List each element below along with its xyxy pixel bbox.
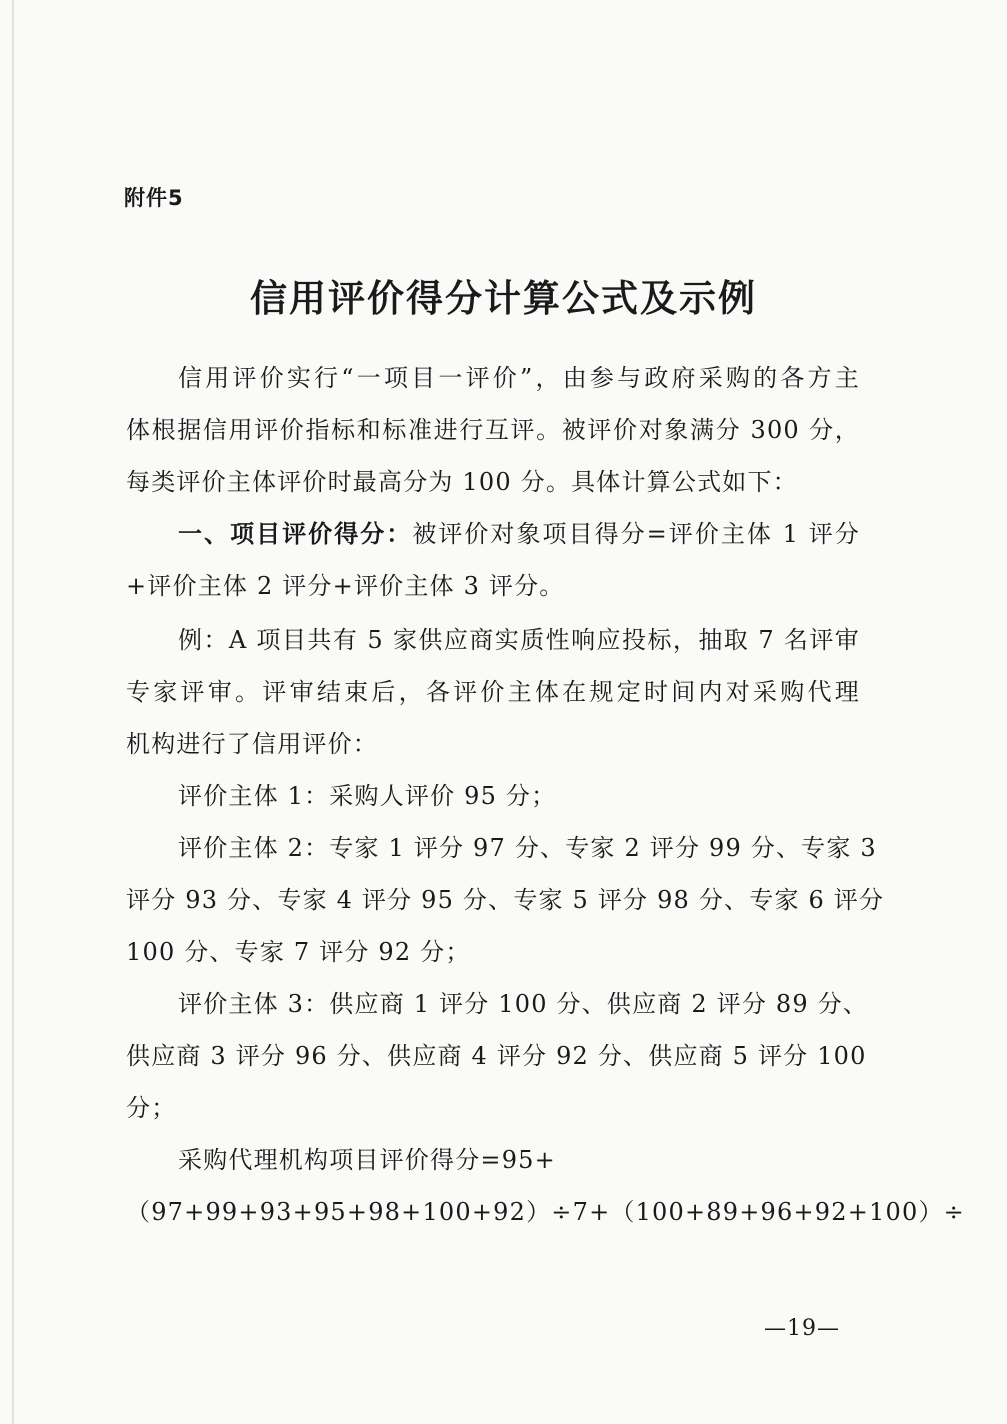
- section1-heading: 一、项目评价得分：: [178, 520, 413, 548]
- page-edge-line: [12, 0, 14, 1424]
- section1-text: 被评价对象项目得分=评价主体 1 评分: [412, 520, 860, 548]
- section1-line-2: +评价主体 2 评分+评价主体 3 评分。: [126, 572, 565, 600]
- example-line-3: 机构进行了信用评价：: [126, 730, 378, 758]
- intro-line-2: 体根据信用评价指标和标准进行互评。被评价对象满分 300 分，: [126, 416, 860, 444]
- subject1-line-1: 评价主体 1：采购人评价 95 分；: [178, 782, 557, 810]
- example-line-2: 专家评审。评审结束后，各评价主体在规定时间内对采购代理: [126, 678, 860, 706]
- document-title: 信用评价得分计算公式及示例: [250, 276, 757, 320]
- intro-line-1: 信用评价实行“一项目一评价”，由参与政府采购的各方主: [178, 364, 860, 392]
- subject3-line-1: 评价主体 3：供应商 1 评分 100 分、供应商 2 评分 89 分、: [178, 990, 869, 1018]
- formula-line-1: 采购代理机构项目评价得分=95+: [178, 1146, 556, 1174]
- page-number: —19—: [764, 1316, 840, 1341]
- example-line-1: 例：A 项目共有 5 家供应商实质性响应投标，抽取 7 名评审: [178, 626, 860, 654]
- section1-line-1: [178, 514, 860, 549]
- subject2-line-3: 100 分、专家 7 评分 92 分；: [126, 938, 471, 966]
- subject2-line-1: 评价主体 2：专家 1 评分 97 分、专家 2 评分 99 分、专家 3: [178, 834, 877, 862]
- subject3-line-2: 供应商 3 评分 96 分、供应商 4 评分 92 分、供应商 5 评分 100: [126, 1042, 867, 1070]
- attachment-label: 附件5: [124, 186, 184, 210]
- subject3-line-3: 分；: [126, 1094, 177, 1122]
- formula-line-2: （97+99+93+95+98+100+92）÷7+（100+89+96+92+100）÷: [126, 1198, 965, 1226]
- intro-line-3: 每类评价主体评价时最高分为 100 分。具体计算公式如下：: [126, 468, 798, 496]
- subject2-line-2: 评分 93 分、专家 4 评分 95 分、专家 5 评分 98 分、专家 6 评分: [126, 886, 885, 914]
